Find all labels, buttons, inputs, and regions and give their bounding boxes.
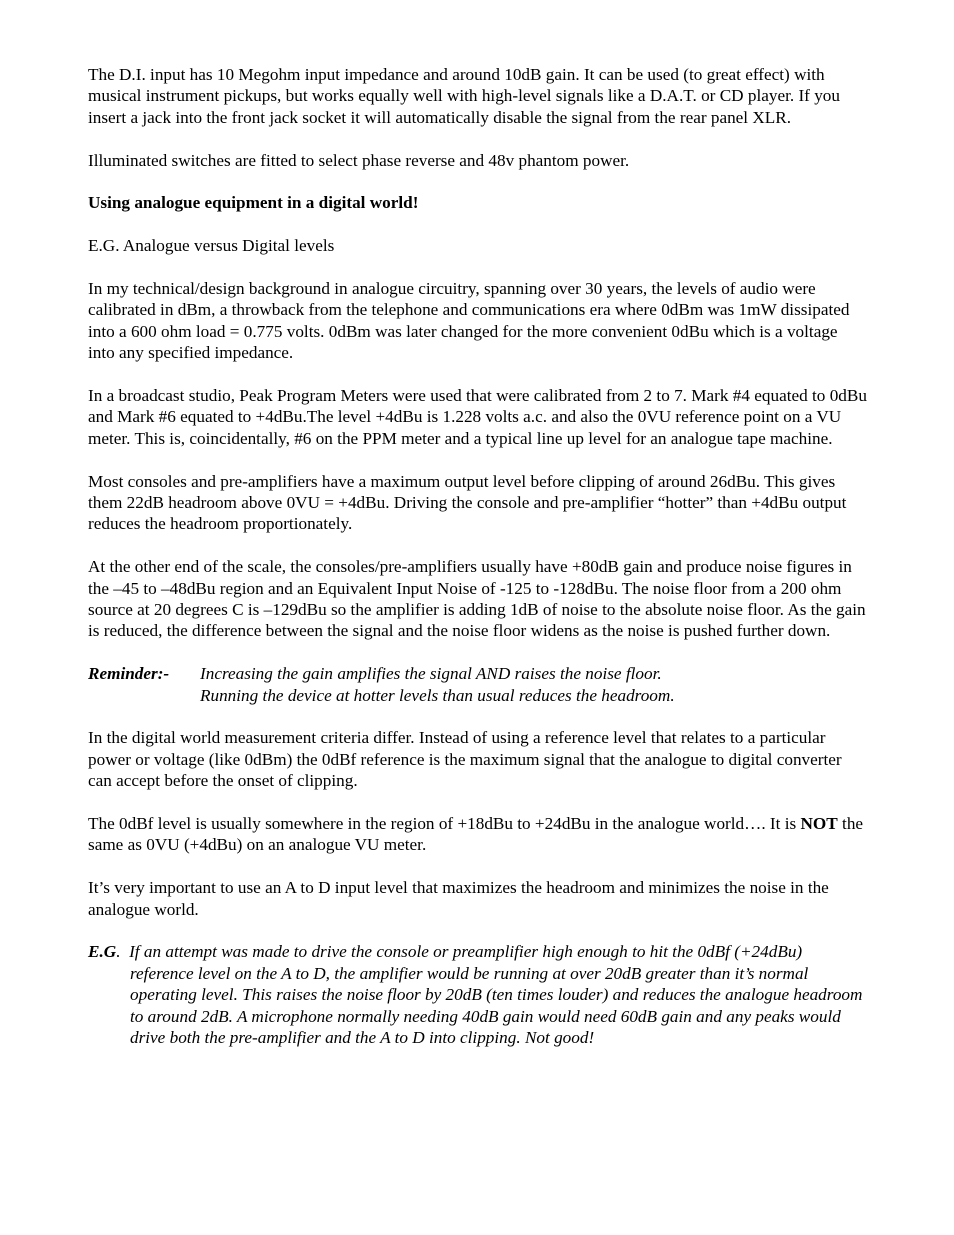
paragraph-background: In my technical/design background in analogue circuitry, spanning over 30 years, the levels of audio were calibrated in dBm, a throwback from the telephone and communications era where 0dBm was 1mW dissipated into a 600 ohm load = 0.775 volts. 0dBm was later changed for the more convenient 0dBu which is a voltage into any specified impedance. [88, 279, 850, 363]
example-label-dot: . [116, 942, 121, 962]
example-block [88, 941, 868, 1048]
document-page [88, 64, 868, 1070]
dbf-level-not: NOT [800, 814, 838, 834]
reminder-body [200, 663, 675, 706]
reminder-block [88, 663, 868, 706]
paragraph-noise: At the other end of the scale, the consoles/pre-amplifiers usually have +80dB gain and produce noise figures in the –45 to –48dBu region and an Equivalent Input Noise of -125 to -128dBu. The noise floor from a 200 ohm source at 20 degrees C is –129dBu so the amplifier is adding 1dB of noise to the absolute noise floor. As the gain is reduced, the difference between the signal and the noise floor widens as the noise is pushed further down. [88, 557, 866, 641]
paragraph-important: It’s very important to use an A to D input level that maximizes the headroom and minimizes the noise in the analogue world. [88, 878, 829, 919]
dbf-level-end: the same as 0VU (+4dBu) on an analogue VU meter. [88, 814, 864, 855]
example-text: If an attempt was made to drive the console or preamplifier high enough to hit the 0dBf (+24dBu) reference level on the A to D, the amplifier would be running at over 20dB greater than it’s normal operating level. This raises the noise floor by 20dB (ten times louder) and reduces the analogue headroom to around 2dB. A microphone normally needing 40dB gain would need 60dB gain and any peaks would drive both the pre-amplifier and the A to D into clipping. Not good! [129, 942, 863, 1048]
example-label: E.G [88, 942, 117, 962]
paragraph-broadcast: In a broadcast studio, Peak Program Meters were used that were calibrated from 2 to 7. Mark #4 equated to 0dBu and Mark #6 equated to +4dBu.The level +4dBu is 1.228 volts a.c. and also the 0VU reference point on a VU meter. This is, coincidentally, #6 on the PPM meter and a typical line up level for an analogue tape machine. [88, 386, 867, 448]
reminder-line-1: Increasing the gain amplifies the signal AND raises the noise floor. [200, 664, 662, 684]
section-heading: Using analogue equipment in a digital world! [88, 193, 419, 213]
reminder-line-2: Running the device at hotter levels than usual reduces the headroom. [200, 685, 675, 705]
dbf-level-start: The 0dBf level is usually somewhere in the region of +18dBu to +24dBu in the analogue world…. It is [88, 814, 801, 834]
reminder-label: Reminder:- [88, 664, 170, 684]
paragraph-digital-world: In the digital world measurement criteria differ. Instead of using a reference level that relates to a particular power or voltage (like 0dBm) the 0dBf reference is the maximum signal that the analogue to digital converter can accept before the onset of clipping. [88, 728, 842, 791]
paragraph-eg-title: E.G. Analogue versus Digital levels [88, 236, 335, 256]
paragraph-dbf-level [88, 813, 868, 856]
paragraph-consoles: Most consoles and pre-amplifiers have a maximum output level before clipping of around 26dBu. This gives them 22dB headroom above 0VU = +4dBu. Driving the console and pre-amplifier “hotter” than +4dBu output reduces the headroom proportionately. [88, 471, 847, 534]
paragraph-switches: Illuminated switches are fitted to select phase reverse and 48v phantom power. [88, 150, 630, 170]
paragraph-di-input: The D.I. input has 10 Megohm input impedance and around 10dB gain. It can be used (to great effect) with musical instrument pickups, but works equally well with high-level signals like a D.A.T. or CD player. If you insert a jack into the front jack socket it will automatically disable the signal from the rear panel XLR. [88, 65, 840, 127]
